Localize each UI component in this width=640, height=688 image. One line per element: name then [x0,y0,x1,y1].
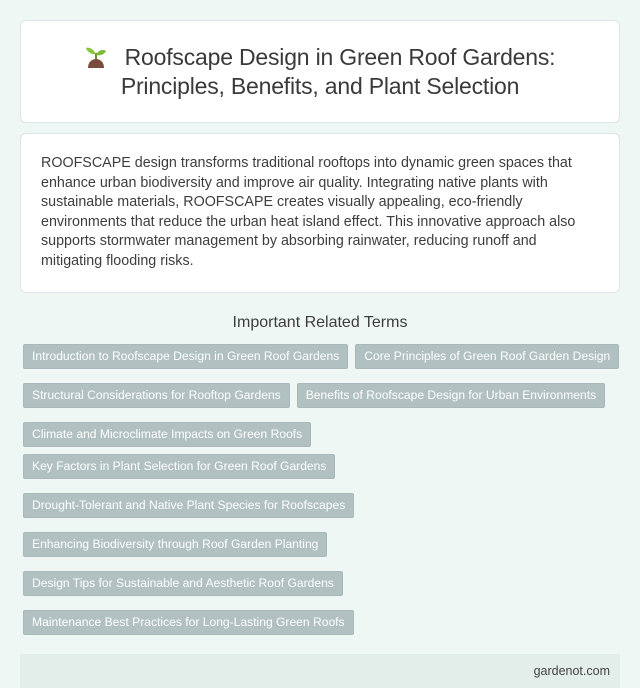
title-card [20,20,620,123]
related-term-tag[interactable]: Enhancing Biodiversity through Roof Garden Planting [23,532,327,557]
description-text: ROOFSCAPE design transforms traditional rooftops into dynamic green spaces that enhance urban biodiversity and improve air quality. Integrating native plants with sustainable materials, ROOFSCAPE creates visually appealing, eco-friendly environments that reduce the urban heat island effect. This innovative approach also supports stormwater management by absorbing rainwater, reducing runoff and mitigating flooding risks. [41,155,576,269]
related-term-tag[interactable]: Benefits of Roofscape Design for Urban Environments [297,383,605,408]
related-term-tag[interactable]: Design Tips for Sustainable and Aesthetic Roof Gardens [23,571,343,596]
footer [20,654,620,688]
related-terms-list [20,344,620,635]
related-term-tag[interactable]: Drought-Tolerant and Native Plant Species for Roofscapes [23,493,354,518]
title-text: Roofscape Design in Green Roof Gardens: Principles, Benefits, and Plant Selection [120,43,556,99]
footer-site-name: gardenot.com [533,664,610,678]
related-term-tag[interactable]: Introduction to Roofscape Design in Green Roof Gardens [23,344,348,369]
related-term-tag[interactable]: Key Factors in Plant Selection for Green Roof Gardens [23,454,335,479]
related-term-tag[interactable]: Core Principles of Green Roof Garden Design [355,344,619,369]
related-term-tag[interactable]: Climate and Microclimate Impacts on Green Roofs [23,422,311,447]
related-term-tag[interactable]: Structural Considerations for Rooftop Gardens [23,383,290,408]
related-term-tag[interactable]: Maintenance Best Practices for Long-Lasting Green Roofs [23,610,354,635]
description-card [20,133,620,293]
seedling-icon [85,44,107,68]
page-title [41,43,599,101]
related-terms-heading: Important Related Terms [232,314,408,331]
